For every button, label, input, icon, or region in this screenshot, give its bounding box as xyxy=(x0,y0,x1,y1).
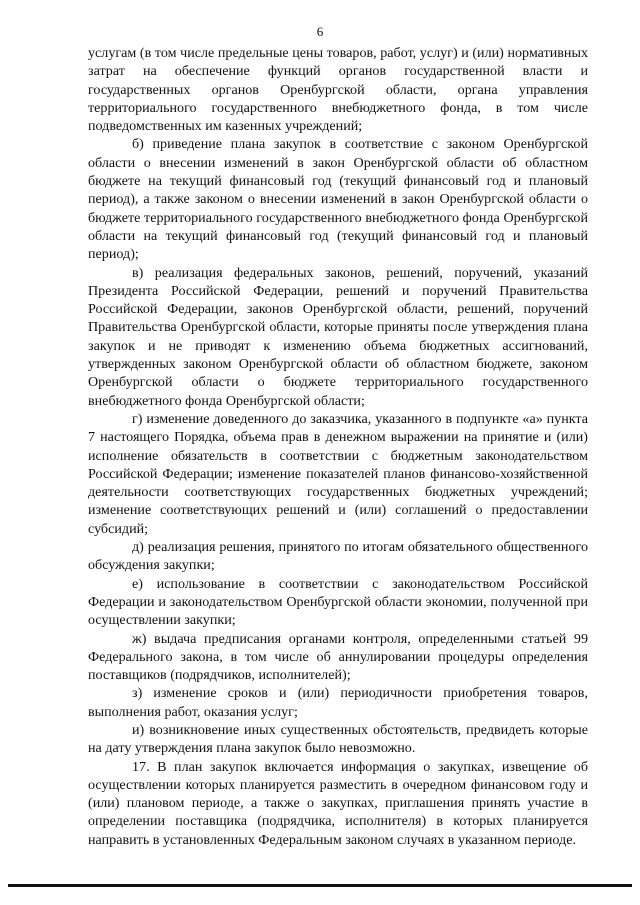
paragraph-item-g: г) изменение доведенного до заказчика, указанного в подпункте «а» пункта 7 настоящего Порядка, объема прав в денежном выражении на принятие и (или) исполнение обязательств в соответствии с бюджетным законодательством Российской Федерации; изменение показателей планов финансово-хозяйственной деятельности соответствующих государственных бюджетных учреждений; изменение соответствующих решений и (или) соглашений о предоставлении субсидий; xyxy=(88,410,588,537)
page-number: 6 xyxy=(316,24,324,39)
paragraph-item-zh: ж) выдача предписания органами контроля, определенными статьей 99 Федерального закона, в том числе об аннулировании процедуры определения поставщиков (подрядчиков, исполнителей); xyxy=(88,630,588,684)
paragraph-item-z: з) изменение сроков и (или) периодичности приобретения товаров, выполнения работ, оказания услуг; xyxy=(88,685,588,720)
paragraph-clause-17: 17. В план закупок включается информация о закупках, извещение об осуществлении которых планируется разместить в очередном финансовом году и (или) плановом периоде, а также о закупках, приглашения принять участие в определении поставщика (подрядчика, исполнителя) в которых планируется направить в установленных Федеральным законом случаях в указанном периоде. xyxy=(88,758,588,848)
paragraph-continuation: услугам (в том числе предельные цены товаров, работ, услуг) и (или) нормативных затрат на обеспечение функций органов государственной власти и государственных органов Оренбургской области, органа управления территориального государственного внебюджетного фонда, в том числе подведомственных им казенных учреждений; xyxy=(88,45,588,135)
paragraph-item-i: и) возникновение иных существенных обстоятельств, предвидеть которые на дату утверждения плана закупок было невозможно. xyxy=(88,721,588,757)
bottom-rule xyxy=(8,884,632,887)
paragraph-item-b: б) приведение плана закупок в соответствие с законом Оренбургской области о внесении изменений в закон Оренбургской области об областном бюджете на текущий финансовый год (текущий финансовый год и плановый период), а также законом о внесении изменений в закон Оренбургской области о бюджете территориального государственного внебюджетного фонда Оренбургской области на текущий финансовый год (текущий финансовый год и плановый период); xyxy=(88,136,588,263)
paragraph-item-d: д) реализация решения, принятого по итогам обязательного общественного обсуждения закупки; xyxy=(88,539,588,574)
paragraph-item-e: е) использование в соответствии с законодательством Российской Федерации и законодательством Оренбургской области экономии, полученной при осуществлении закупки; xyxy=(88,575,588,629)
document-body xyxy=(88,44,588,849)
paragraph-item-v: в) реализация федеральных законов, решений, поручений, указаний Президента Российской Федерации, решений и поручений Правительства Российской Федерации, законов Оренбургской области, решений, поручений Правительства Оренбургской области, которые приняты после утверждения плана закупок и не приводят к изменению объема бюджетных ассигнований, утвержденных законом Оренбургской области об областном бюджете, законом Оренбургской области о бюджете территориального государственного внебюджетного фонда Оренбургской области; xyxy=(88,264,588,409)
